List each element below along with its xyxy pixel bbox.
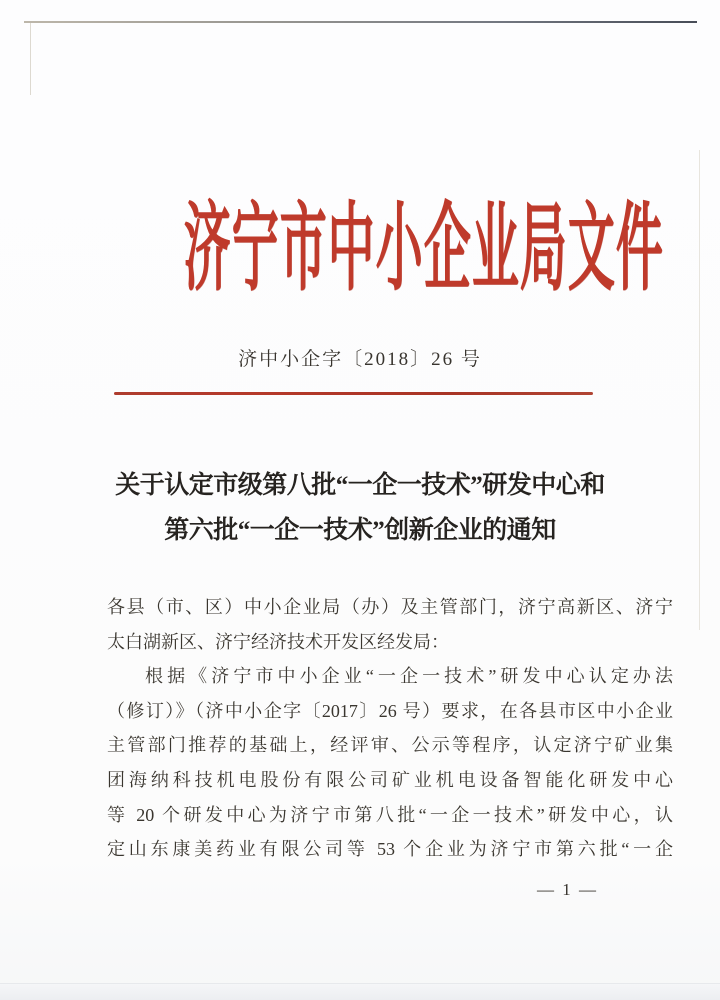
scan-artifact-top-line [24, 21, 697, 23]
red-separator-line [114, 392, 593, 395]
letterhead-title: 济宁市中小企业局文件 [183, 195, 664, 302]
body-line: 根据《济宁市中小企业“一企一技术”研发中心认定办法 [145, 666, 673, 687]
body-line: 团海纳科技机电股份有限公司矿业机电设备智能化研发中心 [107, 769, 673, 790]
body-line: 等 20 个研发中心为济宁市第八批“一企一技术”研发中心，认 [107, 804, 673, 825]
document-title [0, 463, 720, 553]
scan-artifact-left-tick [30, 23, 31, 95]
body-line: 各县（市、区）中小企业局（办）及主管部门，济宁高新区、济宁 [107, 597, 673, 617]
document-body [107, 590, 673, 867]
body-line: 主管部门推荐的基础上，经评审、公示等程序，认定济宁矿业集 [107, 735, 673, 756]
scan-artifact-right-edge [699, 150, 700, 630]
document-title-line-1: 关于认定市级第八批“一企一技术”研发中心和 [115, 472, 605, 499]
document-title-line-2: 第六批“一企一技术”创新企业的通知 [164, 517, 556, 544]
document-reference-number: 济中小企字〔2018〕26 号 [238, 349, 482, 370]
body-line: （修订）》（济中小企字〔2017〕26 号）要求，在各县市区中小企业 [107, 700, 673, 721]
page-number: — 1 — [537, 880, 598, 899]
body-line: 定山东康美药业有限公司等 53 个企业为济宁市第六批“一企 [107, 839, 673, 860]
body-line: 太白湖新区、济宁经济技术开发区经发局： [107, 631, 449, 652]
scan-artifact-bottom-band [0, 983, 720, 1000]
